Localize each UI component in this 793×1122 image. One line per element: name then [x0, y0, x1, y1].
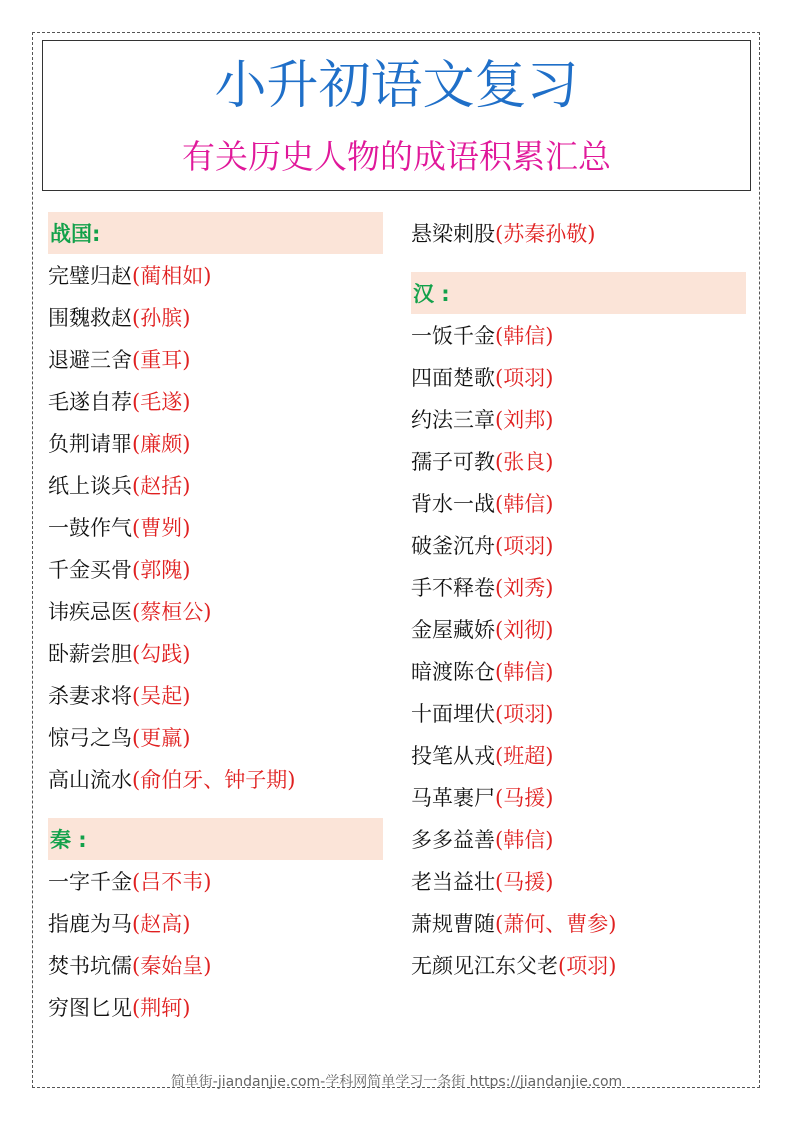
idiom-row: [48, 716, 383, 758]
idiom-text: 一饭千金: [411, 324, 495, 348]
person-name: (郭隗): [132, 558, 191, 582]
idiom-text: 负荆请罪: [48, 432, 132, 456]
idiom-text: 杀妻求将: [48, 684, 132, 708]
person-name: (苏秦孙敬): [495, 222, 596, 246]
idiom-text: 多多益善: [411, 828, 495, 852]
idiom-row: [48, 944, 383, 986]
person-name: (韩信): [495, 660, 554, 684]
idiom-row: [48, 254, 383, 296]
person-name: (赵高): [132, 912, 191, 936]
person-name: (孙膑): [132, 306, 191, 330]
person-name: (曹刿): [132, 516, 191, 540]
person-name: (廉颇): [132, 432, 191, 456]
idiom-text: 无颜见江东父老: [411, 954, 558, 978]
idiom-row: [411, 482, 746, 524]
idiom-text: 完璧归赵: [48, 264, 132, 288]
person-name: (张良): [495, 450, 554, 474]
han-list: [411, 314, 746, 986]
idiom-text: 一字千金: [48, 870, 132, 894]
idiom-text: 金屋藏娇: [411, 618, 495, 642]
idiom-text: 四面楚歌: [411, 366, 495, 390]
page-title: 小升初语文复习: [214, 56, 579, 116]
person-name: (更羸): [132, 726, 191, 750]
idiom-row: [411, 692, 746, 734]
idiom-row: [411, 356, 746, 398]
person-name: (刘邦): [495, 408, 554, 432]
section-heading-han: 汉 :: [411, 272, 746, 314]
section-heading-qin: 秦 :: [48, 818, 383, 860]
idiom-text: 穷图匕见: [48, 996, 132, 1020]
title-box: [42, 40, 751, 191]
idiom-text: 孺子可教: [411, 450, 495, 474]
idiom-row: [411, 944, 746, 986]
idiom-text: 马革裹尸: [411, 786, 495, 810]
right-column: [411, 212, 746, 986]
person-name: (刘秀): [495, 576, 554, 600]
person-name: (吴起): [132, 684, 191, 708]
person-name: (吕不韦): [132, 870, 212, 894]
idiom-text: 悬梁刺股: [411, 222, 495, 246]
page-subtitle: 有关历史人物的成语积累汇总: [182, 137, 611, 176]
person-name: (萧何、曹参): [495, 912, 617, 936]
person-name: (班超): [495, 744, 554, 768]
idiom-text: 围魏救赵: [48, 306, 132, 330]
idiom-row: [48, 758, 383, 800]
idiom-text: 背水一战: [411, 492, 495, 516]
idiom-text: 退避三舍: [48, 348, 132, 372]
idiom-row: [411, 818, 746, 860]
idiom-row: [48, 674, 383, 716]
idiom-text: 手不释卷: [411, 576, 495, 600]
idiom-text: 老当益壮: [411, 870, 495, 894]
idiom-row: [48, 548, 383, 590]
person-name: (项羽): [495, 534, 554, 558]
idiom-text: 千金买骨: [48, 558, 132, 582]
right-top-list: [411, 212, 746, 254]
person-name: (蔡桓公): [132, 600, 212, 624]
idiom-row: [411, 902, 746, 944]
zhanguo-list: [48, 254, 383, 800]
idiom-row: [48, 860, 383, 902]
person-name: (赵括): [132, 474, 191, 498]
idiom-row: [411, 398, 746, 440]
person-name: (勾践): [132, 642, 191, 666]
person-name: (项羽): [495, 702, 554, 726]
idiom-row: [411, 524, 746, 566]
idiom-row: [411, 314, 746, 356]
idiom-text: 暗渡陈仓: [411, 660, 495, 684]
idiom-row: [48, 902, 383, 944]
idiom-row: [48, 632, 383, 674]
idiom-row: [48, 380, 383, 422]
idiom-row: [411, 608, 746, 650]
idiom-text: 指鹿为马: [48, 912, 132, 936]
idiom-text: 讳疾忌医: [48, 600, 132, 624]
idiom-text: 惊弓之鸟: [48, 726, 132, 750]
person-name: (俞伯牙、钟子期): [132, 768, 296, 792]
person-name: (秦始皇): [132, 954, 212, 978]
person-name: (重耳): [132, 348, 191, 372]
left-column: [48, 212, 383, 1028]
idiom-row: [411, 734, 746, 776]
idiom-row: [48, 296, 383, 338]
idiom-row: [411, 860, 746, 902]
person-name: (刘彻): [495, 618, 554, 642]
idiom-text: 萧规曹随: [411, 912, 495, 936]
idiom-row: [48, 590, 383, 632]
idiom-text: 约法三章: [411, 408, 495, 432]
idiom-row: [411, 440, 746, 482]
idiom-row: [411, 566, 746, 608]
idiom-text: 十面埋伏: [411, 702, 495, 726]
idiom-text: 破釜沉舟: [411, 534, 495, 558]
person-name: (项羽): [495, 366, 554, 390]
footer-watermark: 简单街-jiandanjie.com-学科网简单学习一条街 https://jiandanjie.com: [170, 1074, 623, 1090]
person-name: (马援): [495, 870, 554, 894]
person-name: (蔺相如): [132, 264, 212, 288]
person-name: (韩信): [495, 324, 554, 348]
idiom-row: [48, 338, 383, 380]
idiom-row: [48, 506, 383, 548]
person-name: (韩信): [495, 828, 554, 852]
qin-list: [48, 860, 383, 1028]
idiom-text: 一鼓作气: [48, 516, 132, 540]
idiom-text: 焚书坑儒: [48, 954, 132, 978]
idiom-text: 纸上谈兵: [48, 474, 132, 498]
idiom-row: [48, 986, 383, 1028]
idiom-text: 投笔从戎: [411, 744, 495, 768]
idiom-row: [411, 212, 746, 254]
person-name: (毛遂): [132, 390, 191, 414]
person-name: (韩信): [495, 492, 554, 516]
section-heading-zhanguo: 战国:: [48, 212, 383, 254]
idiom-text: 卧薪尝胆: [48, 642, 132, 666]
idiom-row: [411, 650, 746, 692]
idiom-row: [48, 464, 383, 506]
person-name: (马援): [495, 786, 554, 810]
idiom-row: [411, 776, 746, 818]
person-name: (荆轲): [132, 996, 191, 1020]
idiom-text: 高山流水: [48, 768, 132, 792]
idiom-row: [48, 422, 383, 464]
idiom-text: 毛遂自荐: [48, 390, 132, 414]
person-name: (项羽): [558, 954, 617, 978]
